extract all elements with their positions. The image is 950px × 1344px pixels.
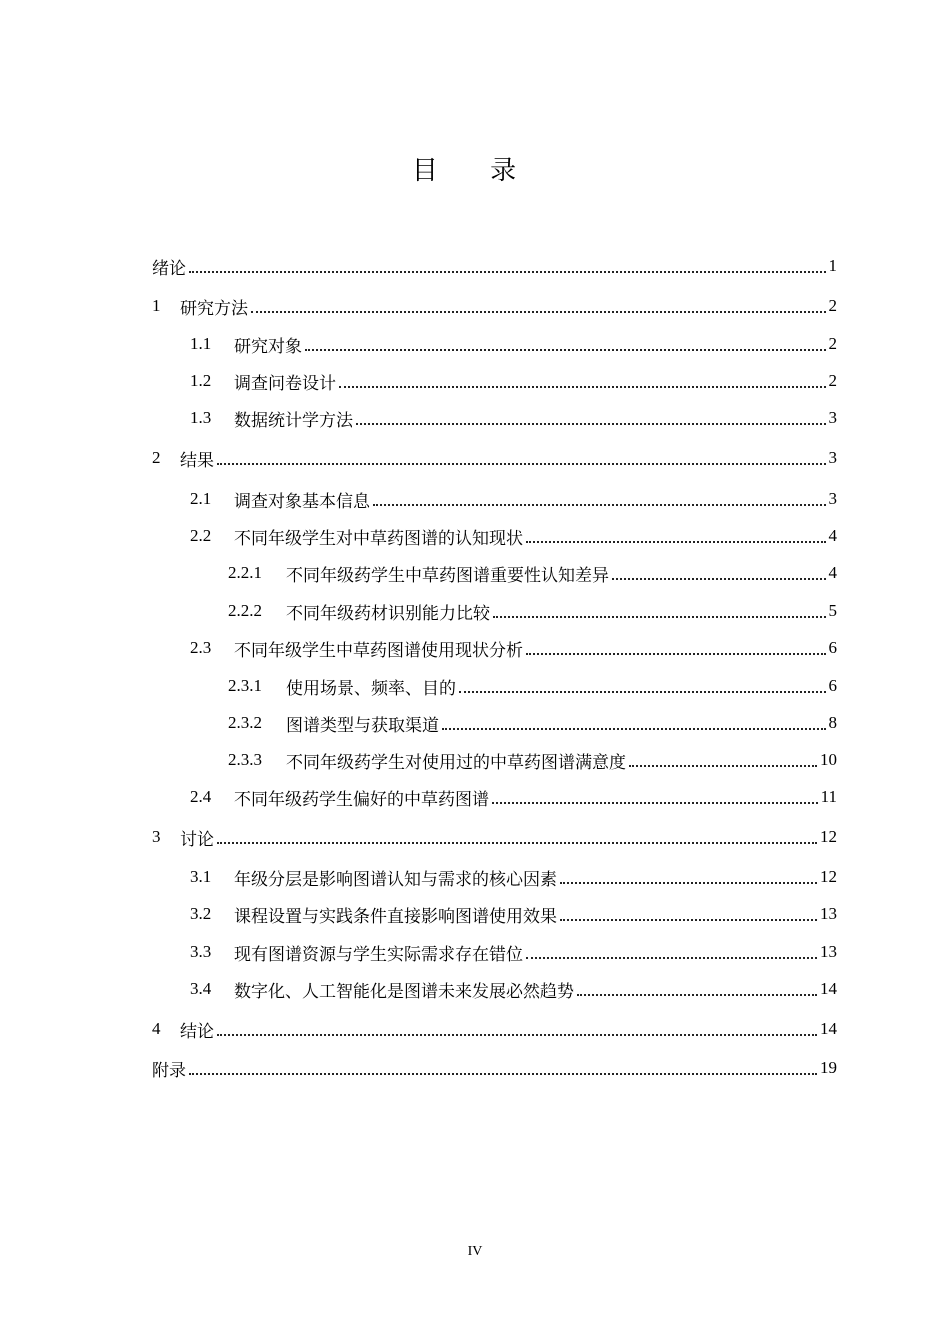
toc-entry-number: 4 — [152, 1019, 161, 1038]
toc-entry[interactable] — [190, 518, 837, 554]
toc-entry[interactable] — [190, 971, 837, 1007]
toc-entry[interactable] — [152, 248, 837, 284]
toc-entry-label: 不同年级药材识别能力比较 — [286, 603, 490, 624]
toc-entry-number: 3 — [152, 827, 161, 846]
toc-entry[interactable] — [190, 481, 837, 517]
toc-entry[interactable] — [228, 555, 837, 591]
toc-entry-number: 3.3 — [190, 942, 212, 961]
toc-entry-number: 2.2.2 — [228, 601, 262, 620]
toc-entry-label: 研究对象 — [234, 336, 302, 357]
dot-leader — [459, 690, 826, 693]
toc-entry-label: 年级分层是影响图谱认知与需求的核心因素 — [234, 869, 557, 890]
toc-entry-number: 3.1 — [190, 867, 212, 886]
toc-entry-page: 14 — [820, 1019, 837, 1038]
toc-entry[interactable] — [228, 593, 837, 629]
toc-entry-label: 结果 — [180, 450, 214, 471]
toc-entry-number: 2 — [152, 448, 161, 467]
toc-entry[interactable] — [190, 326, 837, 362]
toc-entry-number: 2.1 — [190, 489, 212, 508]
toc-entry[interactable] — [190, 896, 837, 932]
dot-leader — [629, 764, 817, 767]
page-number-footer: IV — [467, 1244, 483, 1259]
toc-entry-page: 2 — [828, 296, 837, 315]
dot-leader — [305, 348, 826, 351]
toc-entry-number: 2.3.3 — [228, 750, 262, 769]
toc-entry-page: 6 — [828, 638, 837, 657]
toc-entry-number: 1.2 — [190, 371, 212, 390]
toc-entry-number: 2.4 — [190, 787, 212, 806]
toc-entry-label: 讨论 — [180, 829, 214, 850]
toc-entry[interactable] — [228, 668, 837, 704]
toc-entry[interactable] — [152, 440, 837, 476]
toc-entry-label: 不同年级药学生对使用过的中草药图谱满意度 — [286, 752, 626, 773]
toc-entry-page: 13 — [820, 904, 837, 923]
toc-entry-number: 1 — [152, 296, 161, 315]
dot-leader — [612, 577, 826, 580]
toc-entry-label: 数据统计学方法 — [234, 410, 353, 431]
toc-entry-page: 19 — [820, 1058, 837, 1077]
toc-entry[interactable] — [190, 779, 837, 815]
dot-leader — [251, 310, 826, 313]
dot-leader — [560, 918, 817, 921]
toc-entry-page: 4 — [828, 563, 837, 582]
toc-entry-page: 11 — [820, 787, 837, 806]
dot-leader — [442, 727, 826, 730]
toc-entry[interactable] — [152, 819, 837, 855]
dot-leader — [217, 841, 817, 844]
dot-leader — [560, 881, 817, 884]
toc-entry-label: 数字化、人工智能化是图谱未来发展必然趋势 — [234, 981, 574, 1002]
toc-entry-page: 5 — [828, 601, 837, 620]
toc-entry[interactable] — [228, 742, 837, 778]
toc-entry-label: 课程设置与实践条件直接影响图谱使用效果 — [234, 906, 557, 927]
toc-entry[interactable] — [152, 1011, 837, 1047]
toc-entry-label: 调查问卷设计 — [234, 373, 336, 394]
toc-entry[interactable] — [190, 859, 837, 895]
dot-leader — [339, 385, 826, 388]
toc-entry-label: 不同年级学生对中草药图谱的认知现状 — [234, 528, 523, 549]
toc-entry-label: 不同年级学生中草药图谱使用现状分析 — [234, 640, 523, 661]
dot-leader — [492, 801, 818, 804]
toc-entry-page: 1 — [828, 256, 837, 275]
toc-entry-label: 结论 — [180, 1021, 214, 1042]
dot-leader — [189, 270, 826, 273]
toc-entry-page: 3 — [828, 408, 837, 427]
toc-entry-label: 不同年级药学生中草药图谱重要性认知差异 — [286, 565, 609, 586]
toc-entry-page: 2 — [828, 371, 837, 390]
dot-leader — [526, 540, 826, 543]
toc-entry[interactable] — [190, 934, 837, 970]
toc-entry[interactable] — [228, 705, 837, 741]
toc-entry-page: 4 — [828, 526, 837, 545]
dot-leader — [526, 652, 826, 655]
toc-entry-number: 2.2.1 — [228, 563, 262, 582]
toc-entry-page: 14 — [820, 979, 837, 998]
toc-entry-label: 研究方法 — [180, 298, 248, 319]
dot-leader — [189, 1072, 817, 1075]
toc-entry-number: 2.3.1 — [228, 676, 262, 695]
toc-entry-number: 1.1 — [190, 334, 212, 353]
dot-leader — [217, 462, 826, 465]
toc-entry-page: 13 — [820, 942, 837, 961]
toc-entry[interactable] — [190, 630, 837, 666]
page-title: 目 录 — [411, 156, 539, 186]
dot-leader — [356, 422, 826, 425]
toc-entry-number: 3.4 — [190, 979, 212, 998]
toc-entry-number: 1.3 — [190, 408, 212, 427]
toc-entry-label: 现有图谱资源与学生实际需求存在错位 — [234, 944, 523, 965]
dot-leader — [526, 956, 817, 959]
toc-entry-page: 2 — [828, 334, 837, 353]
dot-leader — [493, 615, 826, 618]
toc-entry-label: 绪论 — [152, 258, 186, 279]
toc-entry-page: 12 — [820, 867, 837, 886]
dot-leader — [373, 503, 826, 506]
dot-leader — [217, 1033, 817, 1036]
toc-entry[interactable] — [152, 1050, 837, 1086]
toc-entry-page: 3 — [828, 489, 837, 508]
toc-entry-label: 不同年级药学生偏好的中草药图谱 — [234, 789, 489, 810]
toc-entry-label: 图谱类型与获取渠道 — [286, 715, 439, 736]
toc-entry-number: 2.3 — [190, 638, 212, 657]
toc-entry-page: 12 — [820, 827, 837, 846]
toc-entry-page: 6 — [828, 676, 837, 695]
toc-entry-number: 2.2 — [190, 526, 212, 545]
toc-entry[interactable] — [190, 363, 837, 399]
toc-entry[interactable] — [152, 288, 837, 324]
toc-entry[interactable] — [190, 400, 837, 436]
toc-entry-label: 附录 — [152, 1060, 186, 1081]
toc-entry-label: 调查对象基本信息 — [234, 491, 370, 512]
toc-entry-number: 3.2 — [190, 904, 212, 923]
toc-entry-page: 10 — [820, 750, 837, 769]
dot-leader — [577, 993, 817, 996]
toc-entry-label: 使用场景、频率、目的 — [286, 678, 456, 699]
toc-entry-page: 8 — [828, 713, 837, 732]
toc-entry-page: 3 — [828, 448, 837, 467]
toc-entry-number: 2.3.2 — [228, 713, 262, 732]
